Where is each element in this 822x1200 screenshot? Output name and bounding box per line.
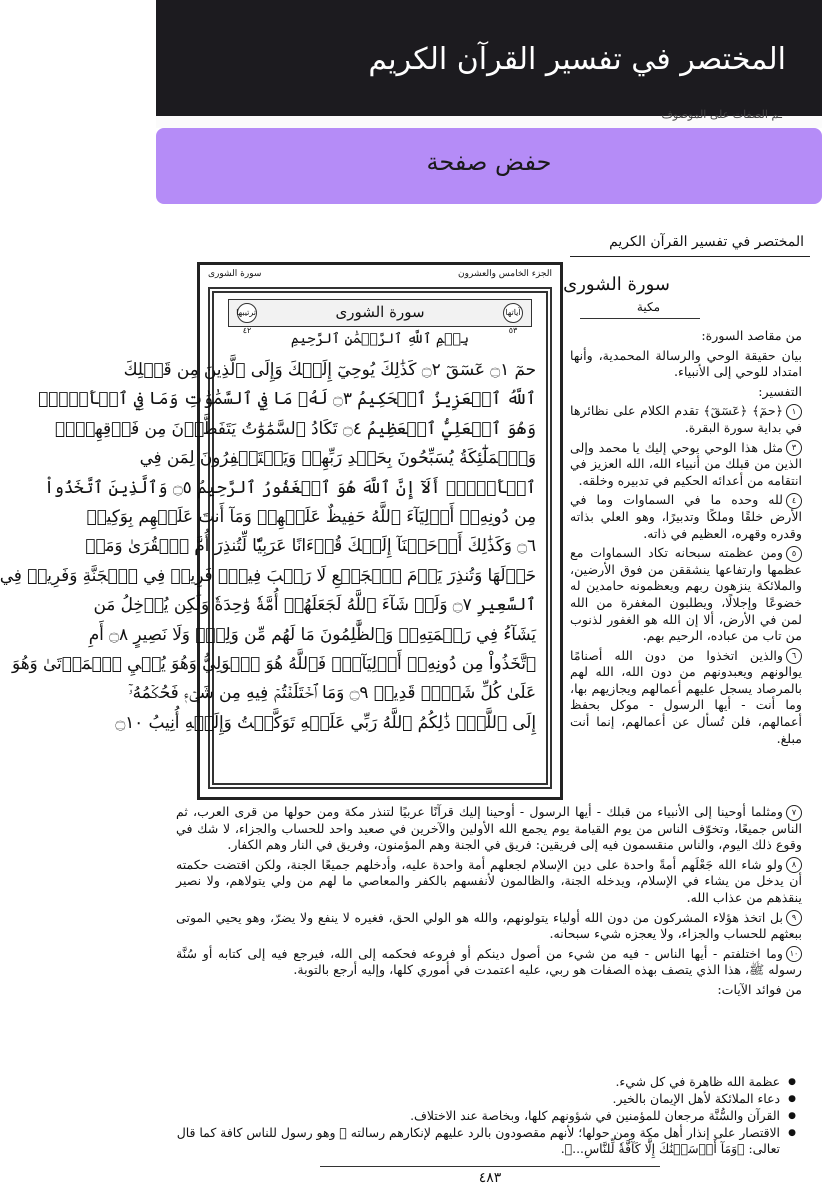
ayah-number-icon: ٧ [786,805,802,821]
ayah-number-icon: ٤ [786,493,802,509]
tafsir-ayah-4: لله وحده ما في السماوات وما في الأرض خلقًا وملكًا وتدبيرًا، وهو العلي بذاته وقدره وقهره، العظيم في ذاته. [570,492,802,541]
surah-band [228,299,532,335]
juz-label: الجزء الخامس والعشرون [458,269,552,279]
fawaid-heading: من فوائد الآيات: [717,981,802,997]
mushaf-header [204,267,556,283]
ayah-count-badge: آياتها ٥٣ [503,303,523,323]
basmala: بِسۡمِ ٱللَّهِ ٱلرَّحۡمَٰنِ ٱلرَّحِيمِ [290,331,470,347]
tafsir-ayah-5: ومن عظمته سبحانه تكاد السماوات مع عظمها وارتفاعها ينشققن من فوق الأرضين، والملائكة ينزهون ربهم ويعظمونه حامدين له خضوعًا وإجلالًا، ويطلبون المغفرة من الله لمن في الأرض، ألا إن الله هو الغفور لذنوب من تاب من عباده، الرحيم بهم. [570,545,802,644]
running-head-rule [570,256,810,257]
ayah-number-icon: ١ [786,404,802,420]
tafsir-column [570,328,802,750]
peek-text: ـم الصفات على الموصوف [661,108,782,121]
ayah-number-icon: ٩ [786,910,802,926]
list-item: ● عظمة الله ظاهرة في كل شيء. [176,1074,796,1090]
quran-line: ٱلۡأَرۡضِۗ أَلَآ إِنَّ ٱللَّهَ هُوَ ٱلۡغَفُورُ ٱلرَّحِيمُ ۝٥ وَٱلَّذِينَ ٱتَّخَذُواْ [44,476,536,497]
surah-band-title: سورة الشورى [335,303,425,321]
fawaid-list [176,1074,796,1158]
list-item: ● القرآن والسُّنَّة مرجعان للمؤمنين في شؤونهم كلها، وبخاصة عند الاختلاف. [176,1108,796,1124]
ayah-number-icon: ٦ [786,648,802,664]
list-item: ● الاقتصار على إنذار أهل مكة ومن حولها؛ لأنهم مقصودون بالرد عليهم لإنكارهم رسالته ﷺ وهو رسول للناس كافة كما قال تعالى: ﴿وَمَآ أَرۡسَلۡنَٰكَ إِلَّا كَآفَّةٗ لِّلنَّاسِ...﴾. [176,1125,796,1157]
quran-line: حمٓ ۝١ عٓسٓقٓ ۝٢ كَذَٰلِكَ يُوحِيٓ إِلَيۡكَ وَإِلَى ٱلَّذِينَ مِن قَبۡلِكَ [123,359,536,379]
page-number-rule [320,1166,660,1167]
ayah-number-icon: ١٠ [786,946,802,962]
title-rule [580,318,700,319]
quran-line: ٱتَّخَذُواْ مِن دُونِهِۦٓ أَوۡلِيَآءَۖ فَٱللَّهُ هُوَ ٱلۡوَلِيُّ وَهُوَ يُحۡيِ ٱلۡمَوۡتَىٰ وَهُوَ [12,652,536,673]
previous-page-peek [156,108,822,128]
ayah-number-icon: ٣ [786,440,802,456]
surah-label: سورة الشورى [208,269,262,279]
mushaf-page-image[interactable] [0,226,810,1192]
quran-line: إِلَى ٱللَّهِۚ ذَٰلِكُمُ ٱللَّهُ رَبِّي عَلَيۡهِ تَوَكَّلۡتُ وَإِلَيۡهِ أُنِيبُ ۝١٠ [115,711,536,732]
surah-makki: مكية [636,300,660,314]
quran-line: عَلَىٰ كُلِّ شَيۡءٖ قَدِيرٞ ۝٩ وَمَا ٱخۡتَلَفۡتُمۡ فِيهِ مِن شَيۡءٖ فَحُكۡمُهُۥٓ [128,682,536,703]
quran-line: وَهُوَ ٱلۡعَلِيُّ ٱلۡعَظِيمُ ۝٤ تَكَادُ ٱلسَّمَٰوَٰتُ يَتَفَطَّرۡنَ مِن فَوۡقِهِنَّۚ [54,417,536,438]
quran-line: ٱللَّهُ ٱلۡعَزِيزُ ٱلۡحَكِيمُ ۝٣ لَهُۥ مَا فِي ٱلسَّمَٰوَٰتِ وَمَا فِي ٱلۡأَرۡضِۖ [38,388,536,409]
quran-line: ٱلسَّعِيرِ ۝٧ وَلَوۡ شَآءَ ٱللَّهُ لَجَعَلَهُمۡ أُمَّةٗ وَٰحِدَةٗ وَلَٰكِن يُدۡخِلُ مَن [93,594,536,615]
maqasid-heading: من مقاصد السورة: [701,328,802,343]
save-page-button[interactable] [156,128,822,204]
tafsir-ayah-10: وما اختلفتم - أيها الناس - فيه من شيء من أصول دينكم أو فروعه فحكمه إلى الله، فيرجع فيه إلى كتابه أو سُنَّة رسوله ﷺ، هذا الذي يتصف بهذه الصفات هو ربي، عليه اعتمدت في أموري كلها، وإليه أرجع بالتوبة. [176,945,802,978]
tafsir-ayah-6: والذين اتخذوا من دون الله أصنامًا يوالونهم ويعبدونهم من دون الله، الله لهم بالمرصاد يسجل عليهم أعمالهم ويجازيهم بها، وما أنت - أيها الرسول - موكل بحفظ أعمالهم، فلن تُسأل عن أعمالهم، إنما أنت مبلغ. [570,647,802,746]
quran-line: ۝٦ وَكَذَٰلِكَ أَوۡحَيۡنَآ إِلَيۡكَ قُرۡءَانًا عَرَبِيّٗا لِّتُنذِرَ أُمَّ ٱلۡقُرَىٰ وَمَنۡ [85,535,536,556]
save-page-label: حفض صفحة [426,148,552,176]
quran-line: حَوۡلَهَا وَتُنذِرَ يَوۡمَ ٱلۡجَمۡعِ لَا رَيۡبَ فِيهِۚ فَرِيقٞ فِي ٱلۡجَنَّةِ وَفَرِيقٞ فِي [0,564,536,585]
surah-title: سورة الشورى [563,274,670,295]
tafsir-ayah-9: بل اتخذ هؤلاء المشركون من دون الله أولياء يتولونهم، والله هو الولي الحق، فغيره لا ينفع ولا يضرّ، وهو يحيي الموتى ببعثهم للحساب والجزاء، ولا يعجزه شيء سبحانه. [176,909,802,942]
maqasid-text: بيان حقيقة الوحي والرسالة المحمدية، وأنها امتداد للوحي إلى الأنبياء. [570,347,802,380]
quran-lines [0,355,536,737]
tafsir-wide [176,804,802,1002]
tafsir-ayah-7: ومثلما أوحينا إلى الأنبياء من قبلك - أيها الرسول - أوحينا إليك قرآنًا عربيًا لتنذر مكة ومن حولها من قرى العرب، ثم الناس جميعًا، وتخوّف الناس من يوم القيامة يوم يجمع الله الأولين والآخرين في صعيد واحد للحساب والجزاء، لا شك في وقوع ذلك اليوم، والناس منقسمون فيه إلى فريقين: فريق في الجنة وهم المؤمنون، وفريق في النار وهم الكفار. [176,804,802,853]
quran-line: مِن دُونِهِۦٓ أَوۡلِيَآءَ ٱللَّهُ حَفِيظٌ عَلَيۡهِمۡ وَمَآ أَنتَ عَلَيۡهِم بِوَكِيلٖ [86,505,536,526]
ayah-number-icon: ٥ [786,546,802,562]
page-number: ٤٨٣ [478,1170,502,1186]
tafsir-heading: التفسير: [758,383,802,399]
quran-line: يَشَآءُ فِي رَحۡمَتِهِۦۚ وَٱلظَّٰلِمُونَ مَا لَهُم مِّن وَلِيّٖ وَلَا نَصِيرٍ ۝٨ أَمِ [88,623,536,644]
ayah-number-icon: ٨ [786,857,802,873]
tafsir-ayah-1: ﴿حمٓ﴾ ﴿عٓسٓقٓ﴾ تقدم الكلام على نظائرها في بداية سورة البقرة. [570,403,802,435]
running-head: المختصر في تفسير القرآن الكريم [609,234,804,250]
surah-order-badge: ترتيبها ٤٢ [237,303,257,323]
list-item: ● دعاء الملائكة لأهل الإيمان بالخير. [176,1091,796,1107]
app-title: المختصر في تفسير القرآن الكريم [368,42,786,77]
tafsir-ayah-8: ولو شاء الله جَعْلَهم أمةً واحدة على دين الإسلام لجعلهم أمة واحدة عليه، وأدخلهم جميعًا الجنة، ولكن اقتضت حكمته أن يدخل من يشاء في الإسلام، ويدخله الجنة، والظالمون لأنفسهم بالكفر والمعاصي ما لهم من ولي يتولاهم، ولا نصير ينقذهم من عذاب الله. [176,856,802,905]
quran-text-frame [0,262,563,800]
quran-line: وَٱلۡمَلَٰٓئِكَةُ يُسَبِّحُونَ بِحَمۡدِ رَبِّهِمۡ وَيَسۡتَغۡفِرُونَ لِمَن فِي [139,447,536,468]
app-bar [156,0,822,116]
ornamental-border [0,287,552,789]
tafsir-ayah-3: مثل هذا الوحي يوحي إليك يا محمد وإلى الذين من قبلك من أنبياء الله، الله العزيز في انتقامه من أعدائه الحكيم في تدبيره وخلقه. [570,439,802,488]
